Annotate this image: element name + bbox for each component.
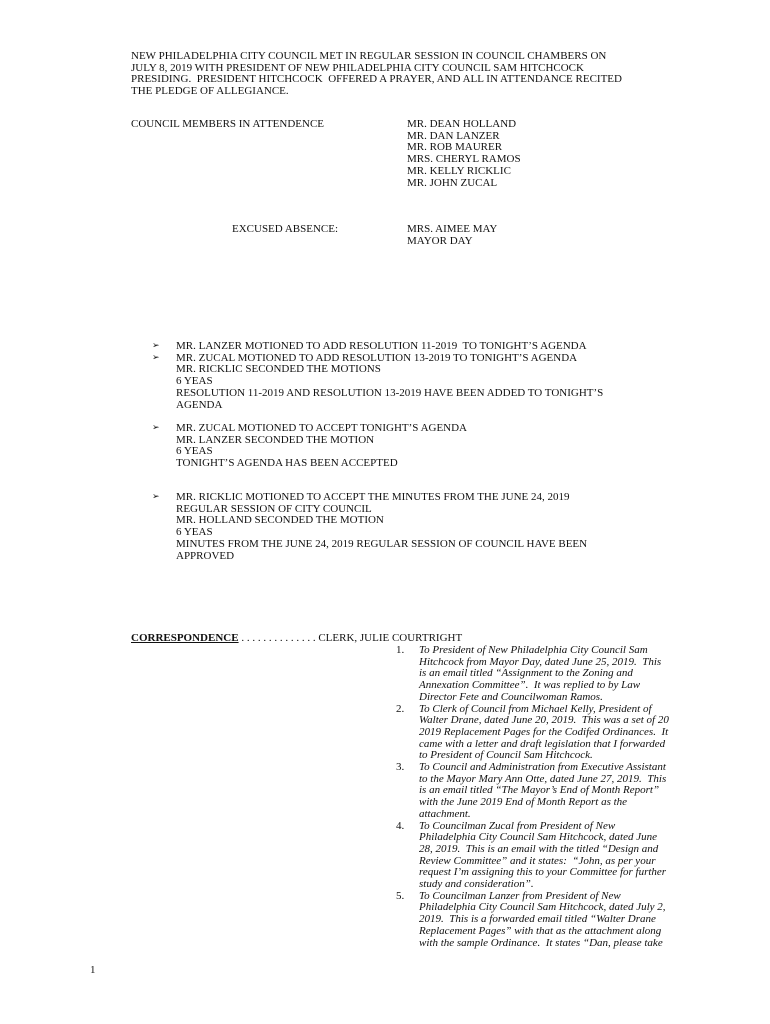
excused-name: MRS. AIMEE MAY xyxy=(407,223,498,235)
item-line: 28, 2019. This is an email with the titled “Design and xyxy=(419,842,659,855)
excused-list xyxy=(407,224,497,247)
item-line: To Councilman Zucal from President of New xyxy=(419,819,616,832)
item-number: 5. xyxy=(396,889,405,902)
item-line: came with a letter and draft legislation that I forwarded xyxy=(419,737,666,750)
motion-text: MR. ZUCAL MOTIONED TO ACCEPT TONIGHT’S AGENDA xyxy=(176,422,468,434)
item-line: with the sample Ordinance. It states “Dan, please take xyxy=(419,936,663,949)
motion-result: MINUTES FROM THE JUNE 24, 2019 REGULAR SESSION OF COUNCIL HAVE BEEN xyxy=(176,537,588,550)
item-line: study and consideration”. xyxy=(419,878,534,891)
motion-text: MR. LANZER MOTIONED TO ADD RESOLUTION 11-2019 TO TONIGHT’S AGENDA xyxy=(176,340,587,352)
page-number: 1 xyxy=(90,964,96,976)
arrow-bullet-icon: ➢ xyxy=(152,423,160,433)
item-line: To Councilman Lanzer from President of New xyxy=(419,889,621,902)
correspondence-item xyxy=(375,762,715,821)
motion-detail: REGULAR SESSION OF CITY COUNCIL xyxy=(176,502,372,515)
motion-bullet xyxy=(152,353,603,365)
motion-result: APPROVED xyxy=(176,549,235,562)
motion-vote: 6 YEAS xyxy=(176,526,213,539)
item-line: Annexation Committee”. It was replied to by Law xyxy=(419,679,641,692)
motion-result: TONIGHT’S AGENDA HAS BEEN ACCEPTED xyxy=(176,457,398,470)
item-line: Hitchcock from Mayor Day, dated June 25, 2019. This xyxy=(419,655,662,668)
item-line: request I’m assigning this to your Committee for further xyxy=(419,866,667,879)
item-line: attachment. xyxy=(419,807,471,820)
correspondence-item xyxy=(375,704,715,763)
motion-block xyxy=(152,423,467,470)
item-number: 1. xyxy=(396,644,405,656)
item-line: Replacement Pages” with that as the attachment along xyxy=(419,924,662,937)
item-number: 3. xyxy=(396,761,405,774)
item-line: 2019. This is a forwarded email titled “Walter Drane xyxy=(419,913,656,926)
item-line: Walter Drane, dated June 20, 2019. This was a set of 20 xyxy=(419,714,669,727)
member-name: MR. JOHN ZUCAL xyxy=(407,176,498,189)
excused-label: EXCUSED ABSENCE: xyxy=(232,223,339,235)
arrow-bullet-icon: ➢ xyxy=(152,492,160,502)
motion-result: RESOLUTION 11-2019 AND RESOLUTION 13-2019 HAVE BEEN ADDED TO TONIGHT’S xyxy=(176,386,604,399)
item-line: to the Mayor Mary Ann Otte, dated June 27, 2019. This xyxy=(419,772,667,785)
item-line: 2019 Replacement Pages for the Codifed Ordinances. It xyxy=(419,725,669,738)
correspondence-heading xyxy=(131,633,462,645)
motion-result: AGENDA xyxy=(176,398,223,411)
motion-block xyxy=(152,341,603,411)
item-line: To President of New Philadelphia City Council Sam xyxy=(419,644,648,656)
item-line: is an email titled “Assignment to the Zoning and xyxy=(419,667,633,680)
correspondence-title: CORRESPONDENCE xyxy=(131,632,239,644)
attendance-label: COUNCIL MEMBERS IN ATTENDENCE xyxy=(131,118,325,130)
intro-line: NEW PHILADELPHIA CITY COUNCIL MET IN REGULAR SESSION IN COUNCIL CHAMBERS ON xyxy=(131,50,607,62)
intro-line: PRESIDING. PRESIDENT HITCHCOCK OFFERED A PRAYER, AND ALL IN ATTENDANCE RECITED xyxy=(131,73,622,86)
motion-vote: 6 YEAS xyxy=(176,375,213,388)
item-number: 4. xyxy=(396,819,405,832)
item-line: Review Committee” and it states: “John, as per your xyxy=(419,854,656,867)
member-name: MR. ROB MAURER xyxy=(407,141,503,154)
motion-vote: 6 YEAS xyxy=(176,445,213,458)
arrow-bullet-icon: ➢ xyxy=(152,352,160,363)
motion-bullet xyxy=(152,492,587,504)
item-line: Director Fete and Councilwoman Ramos. xyxy=(419,690,603,703)
correspondence-item xyxy=(375,821,715,891)
motion-block xyxy=(152,492,587,562)
member-name: MR. DAN LANZER xyxy=(407,129,500,142)
correspondence-clerk: . . . . . . . . . . . . . . CLERK, JULIE COURTRIGHT xyxy=(238,632,463,644)
motion-text: MR. ZUCAL MOTIONED TO ADD RESOLUTION 13-2019 TO TONIGHT’S AGENDA xyxy=(176,351,578,364)
motion-text: MR. RICKLIC MOTIONED TO ACCEPT THE MINUTES FROM THE JUNE 24, 2019 xyxy=(176,491,570,503)
item-line: Philadelphia City Council Sam Hitchcock, dated July 2, xyxy=(419,901,666,914)
member-name: MR. KELLY RICKLIC xyxy=(407,164,511,177)
correspondence-item xyxy=(375,891,715,950)
motion-bullet xyxy=(152,423,467,435)
arrow-bullet-icon: ➢ xyxy=(152,341,160,351)
excused-name: MAYOR DAY xyxy=(407,234,473,247)
intro-line: JULY 8, 2019 WITH PRESIDENT OF NEW PHILADELPHIA CITY COUNCIL SAM HITCHCOCK xyxy=(131,61,584,74)
item-line: To Council and Administration from Executive Assistant xyxy=(419,761,666,774)
motion-detail: MR. HOLLAND SECONDED THE MOTION xyxy=(176,514,384,527)
intro-paragraph xyxy=(131,51,711,98)
item-line: To Clerk of Council from Michael Kelly, President of xyxy=(419,702,652,715)
item-line: is an email titled “The Mayor’s End of Month Report” xyxy=(419,784,660,797)
motion-detail: MR. RICKLIC SECONDED THE MOTIONS xyxy=(176,363,381,376)
motion-detail: MR. LANZER SECONDED THE MOTION xyxy=(176,433,375,446)
item-number: 2. xyxy=(396,702,405,715)
attendance-members-list xyxy=(407,119,521,189)
correspondence-list xyxy=(375,645,715,949)
correspondence-item xyxy=(375,645,715,704)
item-line: with the June 2019 End of Month Report as the xyxy=(419,796,628,809)
member-name: MRS. CHERYL RAMOS xyxy=(407,153,521,166)
item-line: to President of Council Sam Hitchcock. xyxy=(419,749,593,762)
intro-line: THE PLEDGE OF ALLEGIANCE. xyxy=(131,85,289,98)
member-name: MR. DEAN HOLLAND xyxy=(407,118,517,130)
item-line: Philadelphia City Council Sam Hitchcock, dated June xyxy=(419,831,657,844)
